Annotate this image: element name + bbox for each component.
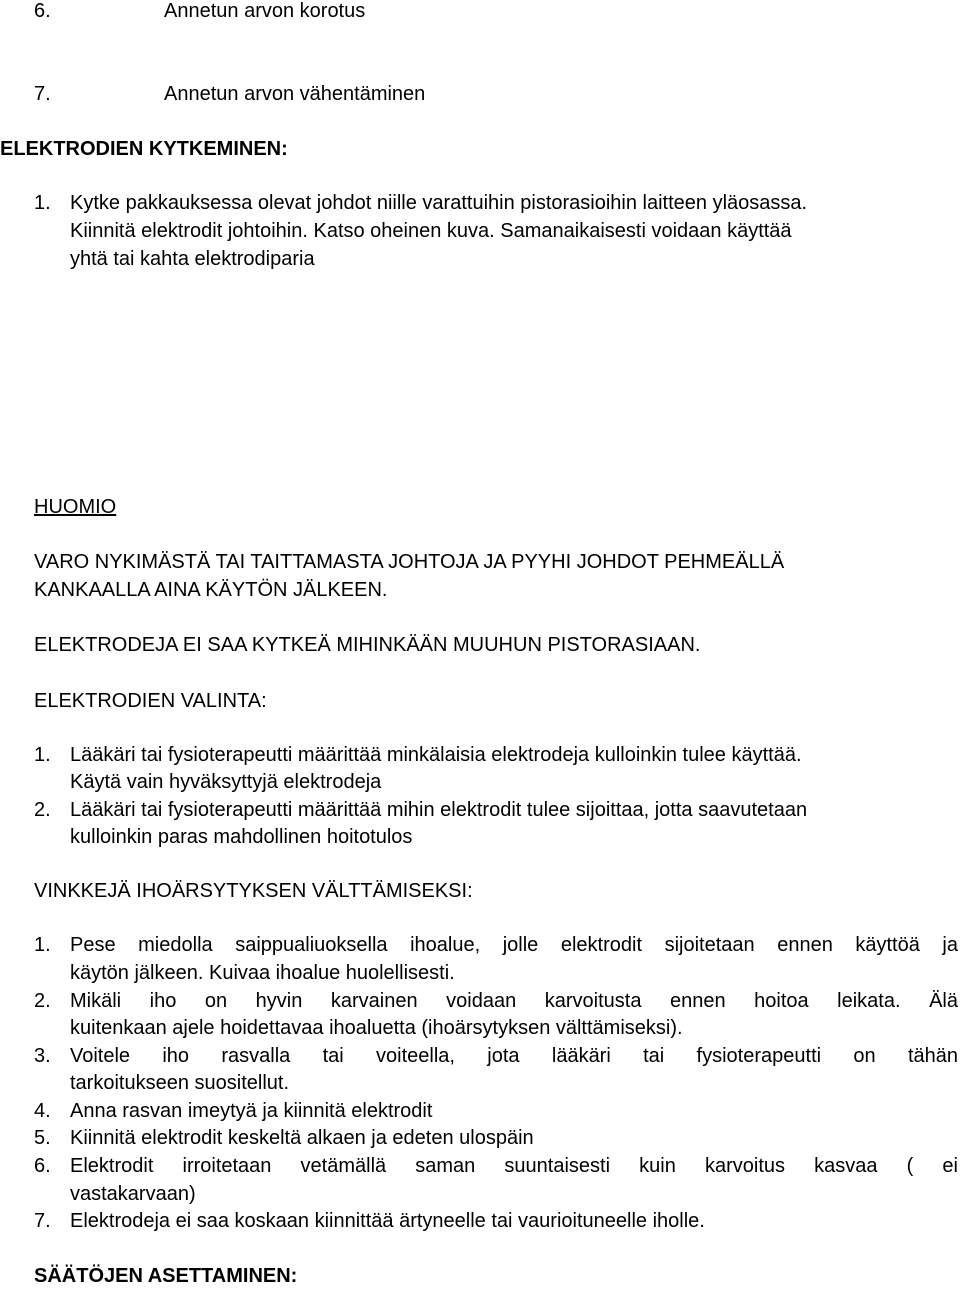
notice-heading: HUOMIO bbox=[34, 496, 117, 518]
list-item-line: Elektrodit irroitetaan vetämällä saman suuntaisesti kuin karvoitus kasvaa ( ei bbox=[70, 1155, 958, 1177]
list-number: 7. bbox=[34, 1210, 51, 1232]
section-heading-tips: VINKKEJÄ IHOÄRSYTYKSEN VÄLTTÄMISEKSI: bbox=[34, 880, 473, 902]
list-number: 3. bbox=[34, 1045, 51, 1067]
list-item-line: Pese miedolla saippualiuoksella ihoalue, jolle elektrodit sijoitetaan ennen käyttöä ja bbox=[70, 934, 958, 956]
section-heading-connect: ELEKTRODIEN KYTKEMINEN: bbox=[0, 138, 288, 160]
list-number: 7. bbox=[34, 83, 51, 105]
list-item-line: Kytke pakkauksessa olevat johdot niille varattuihin pistorasioihin laitteen yläosassa. bbox=[70, 192, 808, 214]
list-item-line: Elektrodeja ei saa koskaan kiinnittää ärtyneelle tai vaurioituneelle iholle. bbox=[70, 1210, 705, 1232]
list-number: 1. bbox=[34, 192, 51, 214]
section-heading-selection: ELEKTRODIEN VALINTA: bbox=[34, 690, 267, 712]
list-item-line: Lääkäri tai fysioterapeutti määrittää minkälaisia elektrodeja kulloinkin tulee käyttää. bbox=[70, 744, 802, 766]
list-item-line: käytön jälkeen. Kuivaa ihoalue huolellisesti. bbox=[70, 962, 455, 984]
list-number: 4. bbox=[34, 1100, 51, 1122]
list-number: 6. bbox=[34, 1155, 51, 1177]
notice-line: KANKAALLA AINA KÄYTÖN JÄLKEEN. bbox=[34, 579, 388, 601]
list-item-line: Voitele iho rasvalla tai voiteella, jota lääkäri tai fysioterapeutti on tähän bbox=[70, 1045, 958, 1067]
list-item-line: Mikäli iho on hyvin karvainen voidaan karvoitusta ennen hoitoa leikata. Älä bbox=[70, 990, 958, 1012]
list-number: 1. bbox=[34, 934, 51, 956]
list-item-line: tarkoitukseen suositellut. bbox=[70, 1072, 290, 1094]
list-item-line: kulloinkin paras mahdollinen hoitotulos bbox=[70, 826, 413, 848]
notice-line: VARO NYKIMÄSTÄ TAI TAITTAMASTA JOHTOJA JA PYYHI JOHDOT PEHMEÄLLÄ bbox=[34, 551, 785, 573]
list-number: 5. bbox=[34, 1127, 51, 1149]
list-item-line: Anna rasvan imeytyä ja kiinnitä elektrodit bbox=[70, 1100, 433, 1122]
list-number: 2. bbox=[34, 990, 51, 1012]
list-item-line: vastakarvaan) bbox=[70, 1183, 196, 1205]
list-item-line: Kiinnitä elektrodit johtoihin. Katso oheinen kuva. Samanaikaisesti voidaan käyttää bbox=[70, 220, 792, 242]
section-heading-settings: SÄÄTÖJEN ASETTAMINEN: bbox=[34, 1265, 298, 1287]
list-number: 1. bbox=[34, 744, 51, 766]
list-item-line: yhtä tai kahta elektrodiparia bbox=[70, 248, 315, 270]
notice-line: ELEKTRODEJA EI SAA KYTKEÄ MIHINKÄÄN MUUHUN PISTORASIAAN. bbox=[34, 634, 701, 656]
list-number: 6. bbox=[34, 0, 51, 22]
list-item-text: Annetun arvon korotus bbox=[164, 0, 366, 22]
list-item-line: Lääkäri tai fysioterapeutti määrittää mihin elektrodit tulee sijoittaa, jotta saavutetaan bbox=[70, 799, 808, 821]
list-item-line: Kiinnitä elektrodit keskeltä alkaen ja edeten ulospäin bbox=[70, 1127, 534, 1149]
list-item-line: Käytä vain hyväksyttyjä elektrodeja bbox=[70, 771, 382, 793]
list-number: 2. bbox=[34, 799, 51, 821]
list-item-line: kuitenkaan ajele hoidettavaa ihoaluetta (ihoärsytyksen välttämiseksi). bbox=[70, 1017, 683, 1039]
list-item-text: Annetun arvon vähentäminen bbox=[164, 83, 426, 105]
